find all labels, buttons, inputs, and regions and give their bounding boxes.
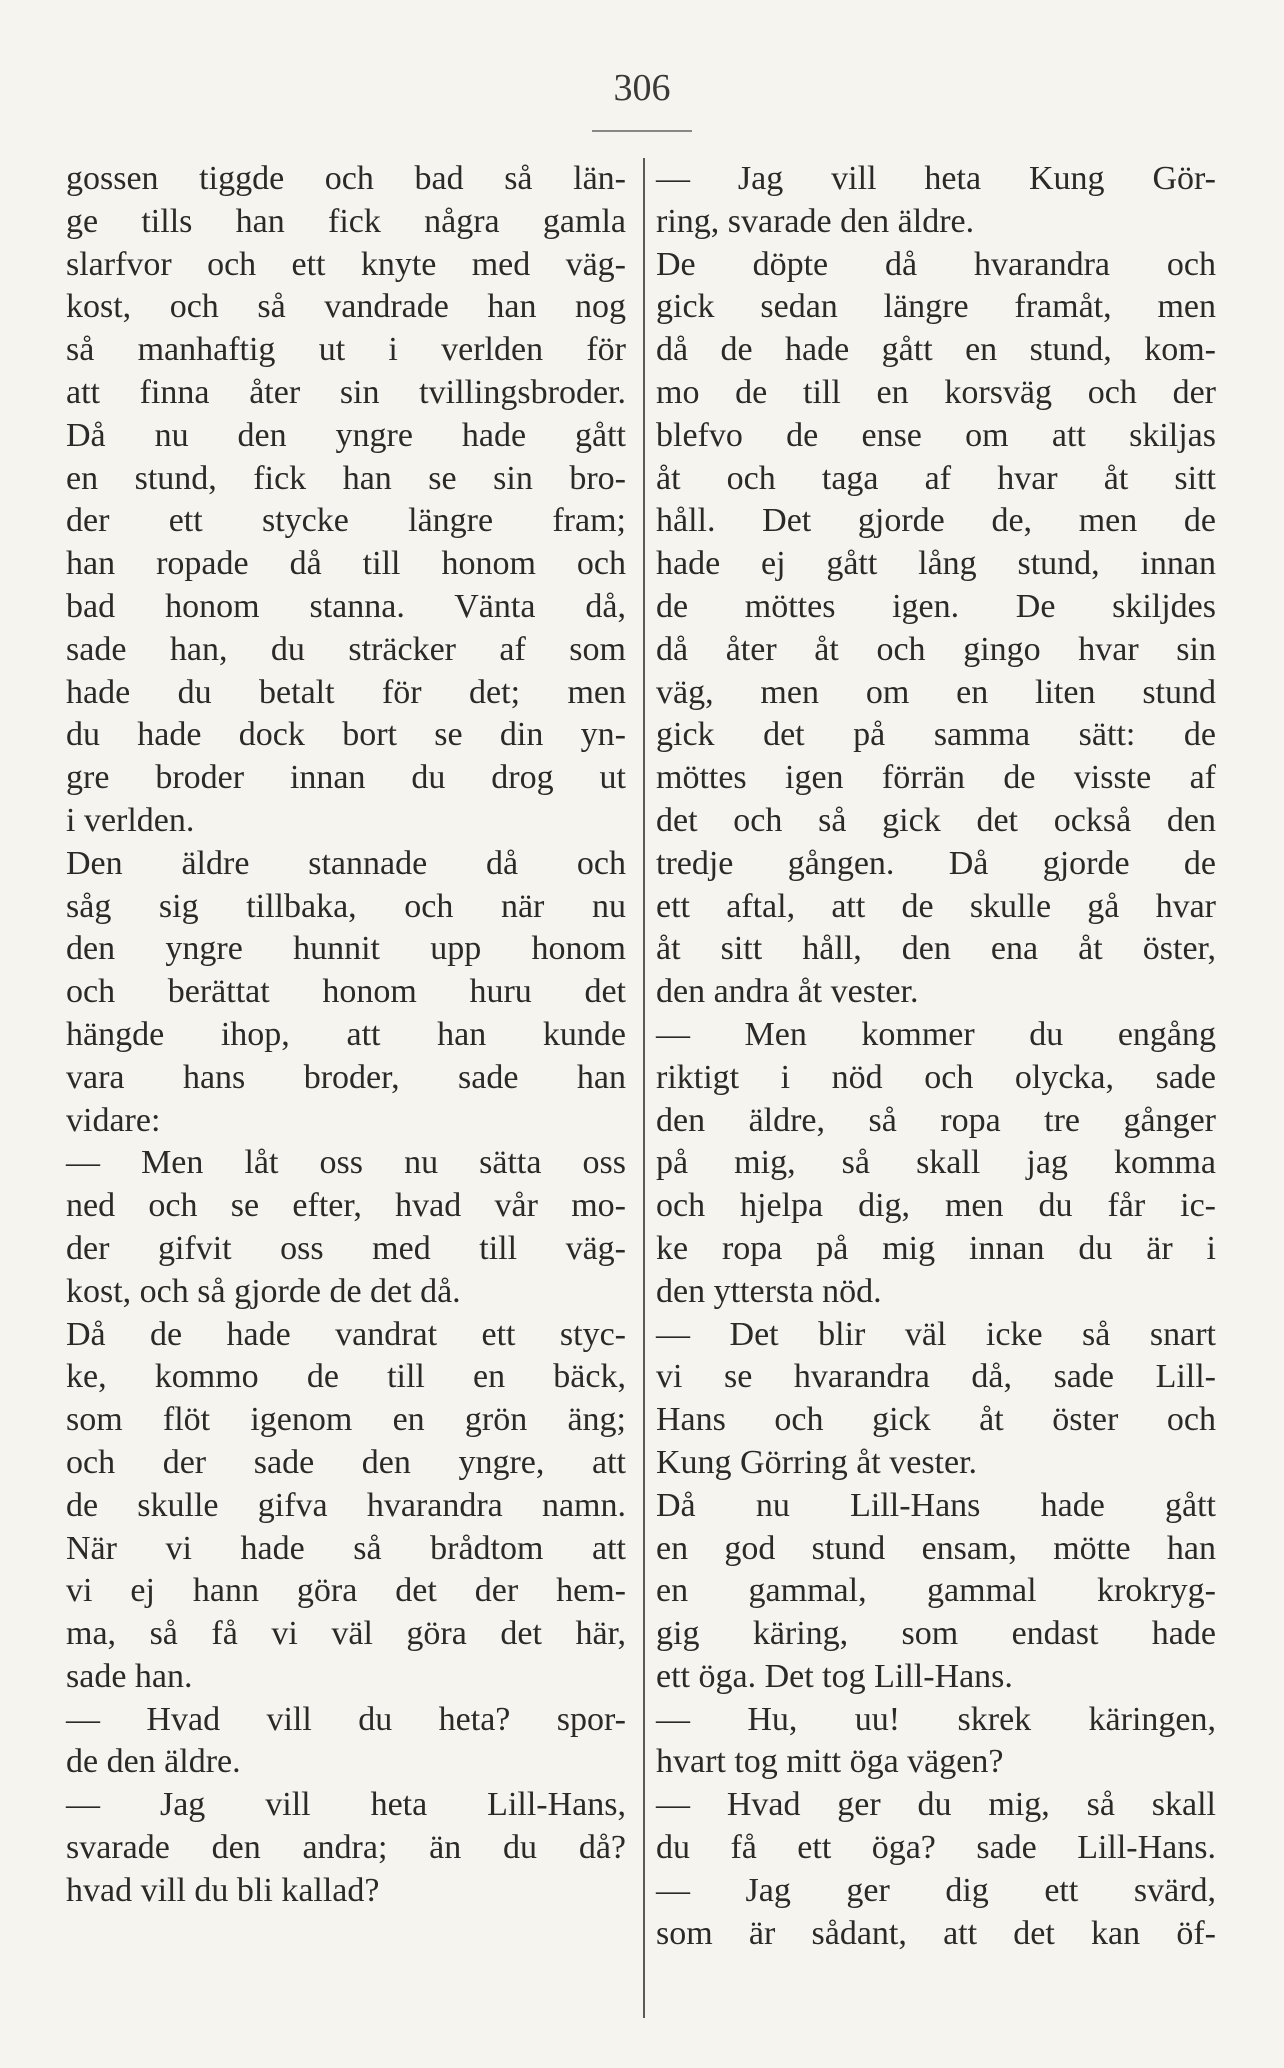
- left-column-line: Då nu den yngre hade gått: [66, 416, 626, 454]
- right-column-line: ett aftal, att de skulle gå hvar: [656, 887, 1216, 925]
- right-column-line: du få ett öga? sade Lill-Hans.: [656, 1829, 1216, 1867]
- left-column-line: du hade dock bort se din yn-: [66, 716, 626, 754]
- right-column-line: — Jag ger dig ett svärd,: [656, 1871, 1216, 1909]
- left-column-line: När vi hade så brådtom att: [66, 1529, 626, 1567]
- right-column-line: — Men kommer du engång: [656, 1015, 1216, 1053]
- right-column-line: åt och taga af hvar åt sitt: [656, 459, 1216, 497]
- left-column-line: och der sade den yngre, att: [66, 1443, 626, 1481]
- left-column-line: i verlden.: [66, 801, 195, 839]
- left-column-line: — Jag vill heta Lill-Hans,: [66, 1786, 626, 1824]
- right-column-line: väg, men om en liten stund: [656, 673, 1216, 711]
- right-column-line: blefvo de ense om att skiljas: [656, 416, 1216, 454]
- right-column-line: Då nu Lill-Hans hade gått: [656, 1486, 1216, 1524]
- left-column-line: der gifvit oss med till väg-: [66, 1229, 626, 1267]
- left-column-line: de skulle gifva hvarandra namn.: [66, 1486, 626, 1524]
- left-column-line: sade han, du sträcker af som: [66, 630, 626, 668]
- right-column-line: då åter åt och gingo hvar sin: [656, 630, 1216, 668]
- left-column-line: hvad vill du bli kallad?: [66, 1871, 380, 1909]
- right-column-line: de möttes igen. De skiljdes: [656, 587, 1216, 625]
- right-column-line: den yttersta nöd.: [656, 1272, 882, 1310]
- left-column-line: de den äldre.: [66, 1743, 241, 1781]
- page-number: 306: [613, 67, 671, 109]
- right-column-line: gig käring, som endast hade: [656, 1615, 1216, 1653]
- right-column-line: hade ej gått lång stund, innan: [656, 545, 1216, 583]
- left-column-line: kost, och så gjorde de det då.: [66, 1272, 461, 1310]
- right-column-line: en gammal, gammal krokryg-: [656, 1572, 1216, 1610]
- left-column-line: och berättat honom huru det: [66, 973, 626, 1011]
- left-column-line: sade han.: [66, 1657, 193, 1695]
- left-column-line: ke, kommo de till en bäck,: [66, 1358, 626, 1396]
- left-column-line: der ett stycke längre fram;: [66, 502, 626, 540]
- right-column-line: gick sedan längre framåt, men: [656, 288, 1216, 326]
- right-column-line: — Hvad ger du mig, så skall: [656, 1786, 1216, 1824]
- right-column-line: — Jag vill heta Kung Gör-: [656, 160, 1216, 197]
- left-column-line: vi ej hann göra det der hem-: [66, 1572, 626, 1610]
- right-column-line: åt sitt håll, den ena åt öster,: [656, 930, 1216, 968]
- right-column-line: tredje gången. Då gjorde de: [656, 844, 1216, 882]
- left-column-line: att finna åter sin tvillingsbroder.: [66, 373, 626, 411]
- right-column-line: Kung Görring åt vester.: [656, 1443, 978, 1481]
- left-column-line: vara hans broder, sade han: [66, 1058, 626, 1096]
- right-column-line: på mig, så skall jag komma: [656, 1144, 1216, 1182]
- left-column-line: den yngre hunnit upp honom: [66, 930, 626, 968]
- right-column-line: vi se hvarandra då, sade Lill-: [656, 1358, 1216, 1396]
- right-column-line: De döpte då hvarandra och: [656, 245, 1216, 283]
- right-column-line: — Det blir väl icke så snart: [656, 1315, 1216, 1353]
- left-column-line: vidare:: [66, 1101, 161, 1139]
- right-column-line: möttes igen förrän de visste af: [656, 759, 1216, 797]
- left-column-line: gre broder innan du drog ut: [66, 759, 626, 797]
- right-column-line: Hans och gick åt öster och: [656, 1401, 1216, 1439]
- left-column-line: kost, och så vandrade han nog: [66, 288, 626, 326]
- right-column-line: ett öga. Det tog Lill-Hans.: [656, 1657, 1013, 1695]
- left-column-line: — Hvad vill du heta? spor-: [66, 1700, 626, 1738]
- left-column-line: Då de hade vandrat ett styc-: [66, 1315, 626, 1353]
- right-column-line: gick det på samma sätt: de: [656, 716, 1216, 754]
- left-column-line: hade du betalt för det; men: [66, 673, 626, 711]
- right-column: [656, 158, 1216, 1955]
- left-column-line: Den äldre stannade då och: [66, 844, 626, 882]
- right-column-line: ke ropa på mig innan du är i: [656, 1229, 1216, 1267]
- left-column-line: slarfvor och ett knyte med väg-: [66, 245, 626, 283]
- right-column-line: ring, svarade den äldre.: [656, 202, 975, 240]
- right-column-line: mo de till en korsväg och der: [656, 373, 1216, 411]
- right-column-line: det och så gick det också den: [656, 801, 1216, 839]
- left-column-line: en stund, fick han se sin bro-: [66, 459, 626, 497]
- header-rule: [592, 130, 692, 132]
- left-column-line: så manhaftig ut i verlden för: [66, 331, 626, 369]
- right-column-line: — Hu, uu! skrek käringen,: [656, 1700, 1216, 1738]
- column-divider: [643, 158, 645, 2018]
- left-column-line: hängde ihop, att han kunde: [66, 1015, 626, 1053]
- left-column-line: — Men låt oss nu sätta oss: [66, 1144, 626, 1182]
- right-column-line: hvart tog mitt öga vägen?: [656, 1743, 1004, 1781]
- right-column-line: och hjelpa dig, men du får ic-: [656, 1187, 1216, 1225]
- right-column-line: riktigt i nöd och olycka, sade: [656, 1058, 1216, 1096]
- left-column-line: gossen tiggde och bad så län-: [66, 160, 626, 197]
- left-column-line: bad honom stanna. Vänta då,: [66, 587, 626, 625]
- right-column-line: håll. Det gjorde de, men de: [656, 502, 1216, 540]
- left-column-line: som flöt igenom en grön äng;: [66, 1401, 626, 1439]
- left-column-line: ge tills han fick några gamla: [66, 202, 626, 240]
- left-column-line: svarade den andra; än du då?: [66, 1829, 626, 1867]
- left-column-line: han ropade då till honom och: [66, 545, 626, 583]
- left-column-line: ned och se efter, hvad vår mo-: [66, 1187, 626, 1225]
- right-column-line: den äldre, så ropa tre gånger: [656, 1101, 1216, 1139]
- right-column-line: den andra åt vester.: [656, 973, 919, 1011]
- right-column-line: en god stund ensam, mötte han: [656, 1529, 1216, 1567]
- right-column-line: som är sådant, att det kan öf-: [656, 1914, 1216, 1952]
- right-column-line: då de hade gått en stund, kom-: [656, 331, 1216, 369]
- left-column: [66, 158, 626, 1913]
- left-column-line: ma, så få vi väl göra det här,: [66, 1615, 626, 1653]
- left-column-line: såg sig tillbaka, och när nu: [66, 887, 626, 925]
